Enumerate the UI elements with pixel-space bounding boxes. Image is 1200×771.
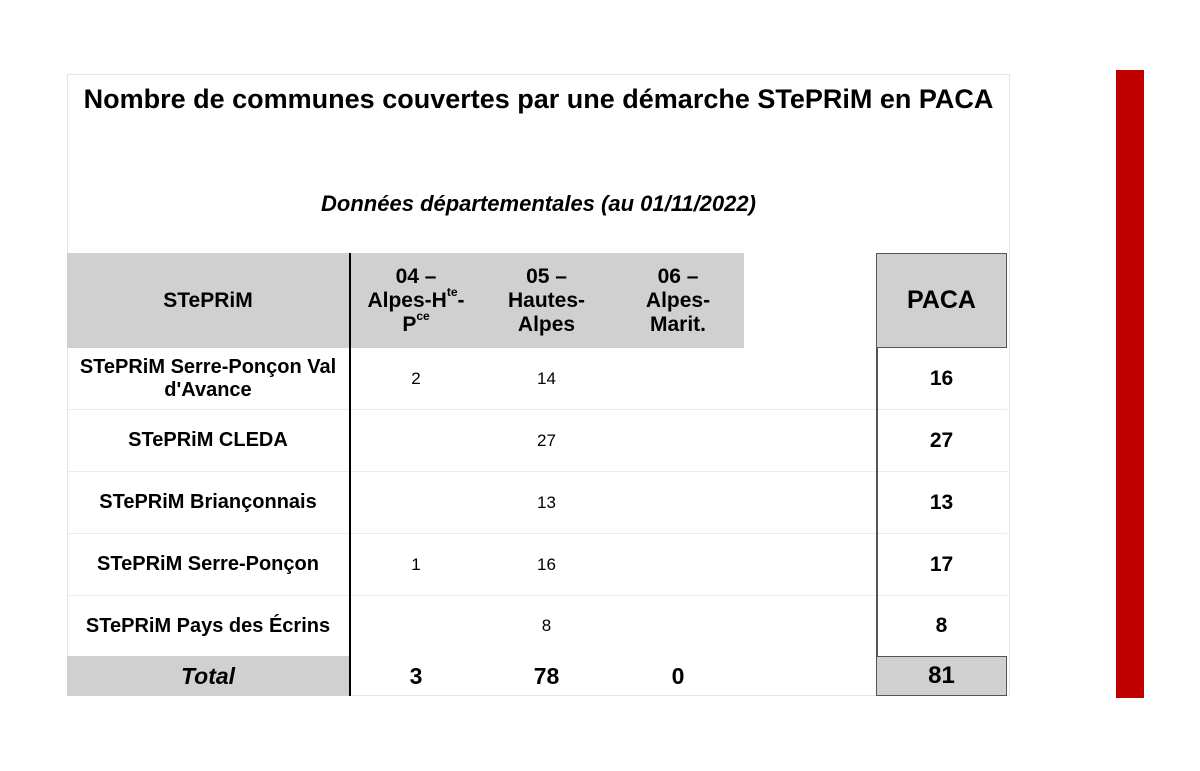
row-label: STePRiM Serre-Ponçon Val d'Avance: [79, 355, 337, 401]
total-value-05: 78: [533, 663, 560, 689]
header-dept-04: 04 – Alpes-$H^{te}-$ $P^{ce}$: [367, 264, 465, 336]
paca-column-left-border: [876, 348, 878, 656]
row-value-04: [351, 472, 481, 533]
row-value-paca: 13: [929, 490, 954, 514]
row-value-06: [612, 472, 744, 533]
row-value-05: 14: [537, 368, 556, 388]
page-subtitle: Données départementales (au 01/11/2022): [321, 191, 756, 216]
header-dept-05: 05 – Hautes- Alpes: [507, 264, 586, 336]
row-label: STePRiM Serre-Ponçon: [97, 553, 319, 575]
row-value-04: 2: [411, 368, 421, 388]
row-label: STePRiM Briançonnais: [99, 491, 317, 513]
accent-bar: [1116, 70, 1144, 698]
row-value-paca: 27: [929, 428, 954, 452]
header-dept-06: 06 – Alpes- Marit.: [645, 264, 711, 336]
row-value-06: [612, 410, 744, 471]
total-value-04: 3: [409, 663, 423, 689]
row-label: STePRiM Pays des Écrins: [85, 614, 331, 637]
row-value-paca: 16: [929, 366, 954, 390]
row-value-05: 8: [541, 616, 552, 635]
row-label: STePRiM CLEDA: [128, 429, 288, 451]
total-label: Total: [180, 663, 236, 689]
row-value-paca: 17: [929, 552, 954, 576]
row-value-06: [612, 348, 744, 409]
total-value-paca: 81: [876, 656, 1007, 696]
row-value-04: 1: [411, 554, 421, 574]
header-stepprim: STePRiM: [163, 288, 253, 312]
row-value-05: 27: [537, 430, 556, 450]
row-value-06: [612, 534, 744, 595]
column-divider: [349, 253, 351, 696]
row-value-paca: 8: [935, 614, 948, 637]
row-value-04: [351, 596, 481, 656]
page-title: Nombre de communes couvertes par une démarche STePRiM en PACA: [83, 84, 994, 114]
row-value-06: [612, 596, 744, 656]
header-paca: PACA: [876, 253, 1007, 348]
row-value-05: 16: [537, 554, 556, 574]
row-value-04: [351, 410, 481, 471]
total-value-06: 0: [671, 663, 685, 689]
row-value-05: 13: [537, 492, 556, 512]
